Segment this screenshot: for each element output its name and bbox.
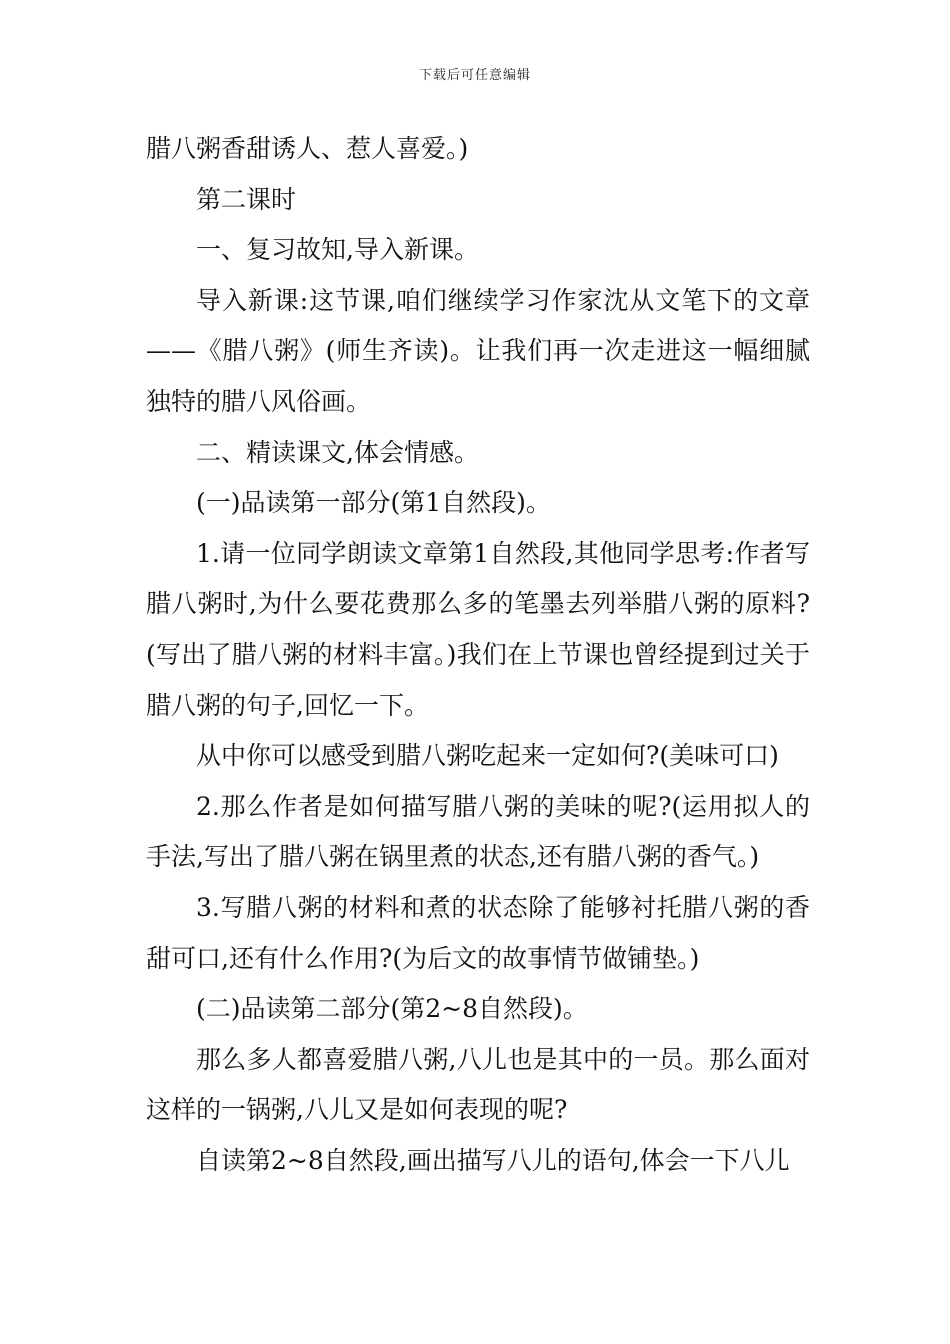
paragraph: 二、精读课文,体会情感。 <box>196 437 479 467</box>
paragraph: 那么多人都喜爱腊八粥,八儿也是其中的一员。那么面对这样的一锅粥,八儿又是如何表现的呢? <box>146 1044 810 1125</box>
paragraph: 腊八粥香甜诱人、惹人喜爱。) <box>146 134 469 163</box>
document-body <box>146 124 810 1186</box>
paragraph: 第二课时 <box>196 184 297 214</box>
paragraph: (二)品读第二部分(第2~8自然段)。 <box>196 994 588 1024</box>
paragraph: 自读第2~8自然段,画出描写八儿的语句,体会一下八儿 <box>196 1145 790 1175</box>
paragraph: 1.请一位同学朗读文章第1自然段,其他同学思考:作者写腊八粥时,为什么要花费那么多的笔墨去列举腊八粥的原料?(写出了腊八粥的材料丰富。)我们在上节课也曾经提到过关于腊八粥的句子,回忆一下。 <box>146 538 810 720</box>
paragraph: 导入新课:这节课,咱们继续学习作家沈从文笔下的文章——《腊八粥》(师生齐读)。让我们再一次走进这一幅细腻独特的腊八风俗画。 <box>146 285 810 416</box>
paragraph: 3.写腊八粥的材料和煮的状态除了能够衬托腊八粥的香甜可口,还有什么作用?(为后文的故事情节做铺垫。) <box>146 892 810 973</box>
paragraph: 一、复习故知,导入新课。 <box>196 235 479 265</box>
page-header-note: 下载后可任意编辑 <box>418 68 531 83</box>
paragraph: 从中你可以感受到腊八粥吃起来一定如何?(美味可口) <box>196 741 779 771</box>
paragraph: (一)品读第一部分(第1自然段)。 <box>196 488 551 518</box>
paragraph: 2.那么作者是如何描写腊八粥的美味的呢?(运用拟人的手法,写出了腊八粥在锅里煮的状态,还有腊八粥的香气。) <box>146 791 810 872</box>
